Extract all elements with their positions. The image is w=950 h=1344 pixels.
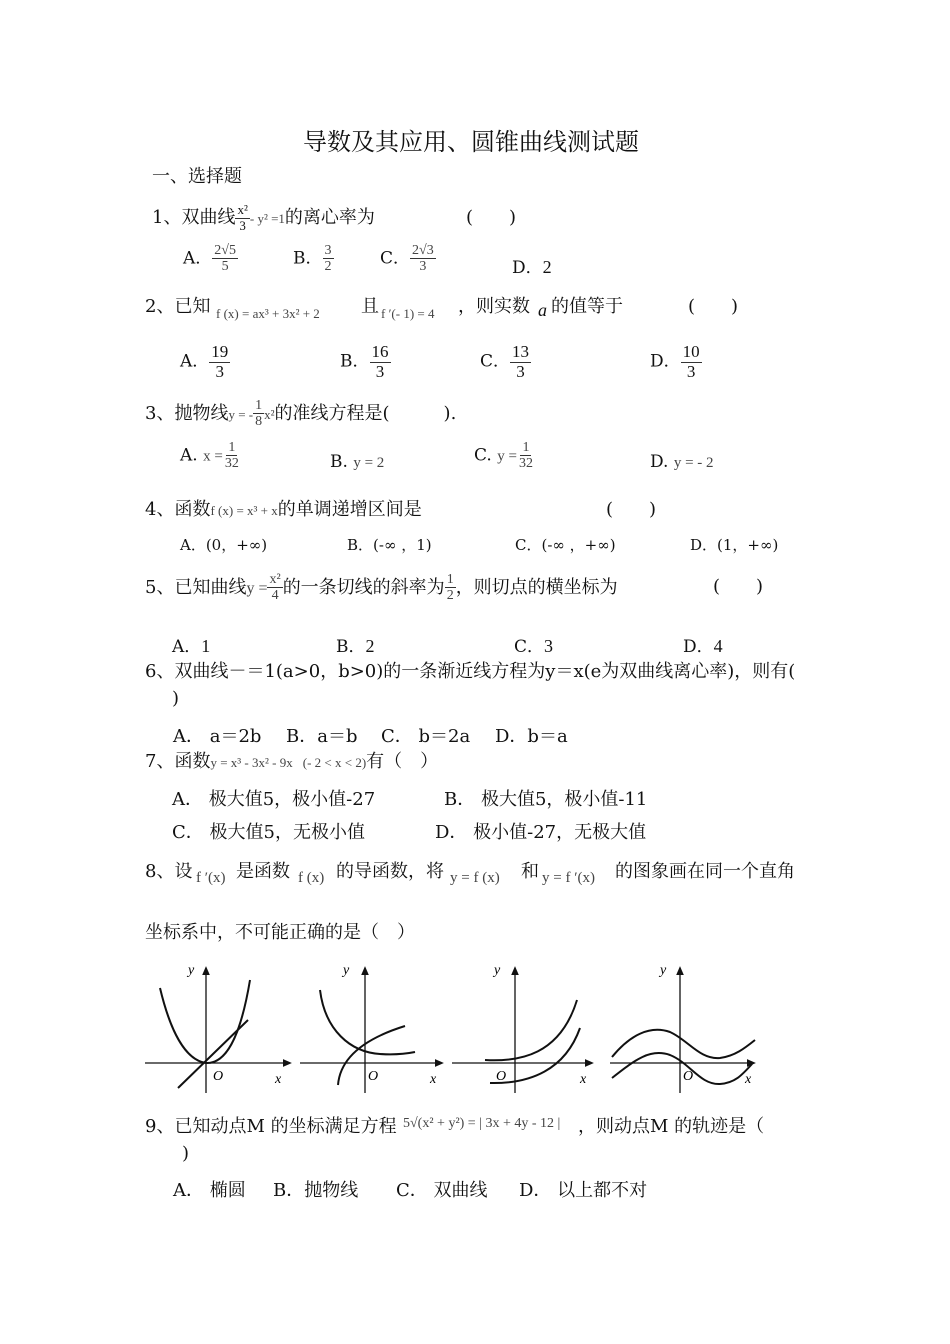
q2-suffix2: 的值等于 xyxy=(551,296,623,317)
q5-c-value: 3 xyxy=(544,636,554,656)
q5-paren: ( ) xyxy=(713,576,764,597)
q2-b-label: B． xyxy=(340,351,370,372)
q5-option-d xyxy=(683,632,723,657)
q5-c-label: C． xyxy=(514,637,545,657)
q9-prefix: 9、已知动点M 的坐标满足方程 xyxy=(145,1116,397,1137)
graph-b-x-label: x xyxy=(430,1072,437,1087)
graph-d-curve-2 xyxy=(612,1053,752,1084)
graph-a-curve xyxy=(160,980,250,1063)
q4-prefix: 4、函数 xyxy=(145,499,211,520)
q1-eq-rest: - y² =1 xyxy=(249,211,285,226)
q5-a-label: A． xyxy=(172,637,202,657)
q5-d-value: 4 xyxy=(713,636,723,656)
question-7 xyxy=(145,747,438,773)
q2-var: a xyxy=(538,300,547,320)
q2-cond: f ′(- 1) = 4 xyxy=(381,306,435,321)
q2-c-den: 3 xyxy=(516,361,525,381)
q4-option-d: D．(1，+∞) xyxy=(690,536,779,554)
q3-option-c xyxy=(474,440,535,472)
q7-option-a: A． 极大值5，极小值-27 xyxy=(172,789,376,810)
q2-option-d xyxy=(650,343,702,381)
q8-f1: f ′(x) xyxy=(196,870,226,886)
q1-option-b xyxy=(293,243,334,275)
q3-option-a xyxy=(180,440,241,472)
q1-d-value: 2 xyxy=(542,257,552,277)
graph-d-curve-1 xyxy=(612,1030,755,1058)
q1-paren: ( ) xyxy=(466,207,517,228)
q2-suffix: ，则实数 xyxy=(458,296,530,317)
q3-b-label: B. xyxy=(330,452,348,472)
q1-prefix: 1、双曲线 xyxy=(152,207,236,228)
q6-option-d: D．b＝a xyxy=(495,726,568,747)
q5-d-label: D． xyxy=(683,637,714,657)
graph-d-y-label: y xyxy=(660,963,667,978)
q8-suffix: 的图象画在同一个直角 xyxy=(615,861,795,882)
q3-a-den: 32 xyxy=(224,456,239,472)
q1-a-num: 2√5 xyxy=(214,243,236,258)
q2-c-label: C． xyxy=(480,351,511,372)
q8-f4: y = f ′(x) xyxy=(542,870,595,886)
q2-b-den: 3 xyxy=(375,361,385,381)
graph-c-x-label: x xyxy=(580,1072,587,1087)
q1-c-num: 2√3 xyxy=(412,243,434,258)
q5-suffix: ，则切点的横坐标为 xyxy=(455,576,618,598)
q4-option-b: B．(-∞ ，1) xyxy=(347,536,432,554)
q4-option-a: A．(0，+∞) xyxy=(180,536,268,554)
q9-line2: ) xyxy=(182,1143,190,1164)
q5-prefix: 5、已知曲线 xyxy=(145,576,247,598)
graph-b-curve-1 xyxy=(320,990,415,1054)
question-1 xyxy=(152,203,375,233)
q1-b-num: 3 xyxy=(324,243,332,258)
graph-a-y-label: y xyxy=(188,963,195,978)
q2-func: f (x) = ax³ + 3x² + 2 xyxy=(216,306,320,321)
q4-suffix: 的单调递增区间是 xyxy=(277,499,422,520)
q2-paren: ( ) xyxy=(688,296,739,317)
q8-mid2: 的导函数，将 xyxy=(336,861,444,882)
graph-d-origin: O xyxy=(683,1069,694,1084)
q9-suffix: ，则动点M 的轨迹是（ xyxy=(578,1116,765,1137)
graph-a-origin: O xyxy=(213,1069,224,1084)
q8-line2: 坐标系中，不可能正确的是（ ） xyxy=(145,922,415,943)
section-heading: 一、选择题 xyxy=(152,166,242,187)
q5-mid: 的一条切线的斜率为 xyxy=(282,576,445,598)
q2-a-den: 3 xyxy=(215,361,225,381)
q1-a-label: A． xyxy=(183,248,213,269)
graph-b-y-label: y xyxy=(343,963,350,978)
q2-a-num: 19 xyxy=(211,342,229,361)
graph-b xyxy=(300,963,440,1093)
q3-suffix: 的准线方程是( ). xyxy=(274,402,457,424)
q3-eq-right: x² xyxy=(264,406,275,422)
page-title: 导数及其应用、圆锥曲线测试题 xyxy=(303,128,639,156)
q7-domain: (- 2 < x < 2) xyxy=(302,755,367,770)
q1-c-den: 3 xyxy=(419,259,427,275)
q3-d-label: D. xyxy=(650,452,669,472)
q2-c-num: 13 xyxy=(512,342,530,361)
q9-option-b: B．抛物线 xyxy=(273,1180,359,1201)
q2-and: 且 xyxy=(361,296,379,317)
q5-slope-num: 1 xyxy=(446,572,454,587)
q6-option-b: B．a＝b xyxy=(286,726,358,747)
q3-a-label: A. xyxy=(180,445,198,466)
q2-option-c xyxy=(480,343,531,381)
q7-option-d: D． 极小值-27，无极大值 xyxy=(435,822,647,843)
q8-f2: f (x) xyxy=(298,870,325,886)
q2-a-label: A． xyxy=(180,351,210,372)
q3-prefix: 3、抛物线 xyxy=(145,402,229,424)
question-4 xyxy=(145,495,422,521)
q2-option-a xyxy=(180,343,230,381)
q3-eq-left: y = - xyxy=(228,406,254,422)
q1-d-label: D． xyxy=(512,258,543,278)
graph-a xyxy=(145,963,288,1093)
q5-b-label: B． xyxy=(336,637,366,657)
q7-prefix: 7、函数 xyxy=(145,751,211,772)
q1-suffix: 的离心率为 xyxy=(284,207,375,228)
q6-line2: ) xyxy=(172,688,180,709)
q8-f3: y = f (x) xyxy=(450,870,500,886)
q5-option-c xyxy=(514,632,553,657)
q3-eq-den: 8 xyxy=(255,414,263,430)
q7-suffix: 有（ ） xyxy=(366,751,439,772)
q9-option-c: C． 双曲线 xyxy=(396,1180,488,1201)
q1-eq-den: 3 xyxy=(239,217,246,233)
q1-eq-num: x² xyxy=(237,202,248,218)
q1-option-a xyxy=(183,243,238,275)
q8-prefix: 8、设 xyxy=(145,861,193,882)
q2-d-den: 3 xyxy=(686,361,696,381)
q9-eq: 5√(x² + y²) = | 3x + 4y - 12 | xyxy=(403,1116,561,1131)
graph-d-x-label: x xyxy=(745,1072,752,1087)
question-5 xyxy=(145,572,618,604)
graph-a-x-label: x xyxy=(275,1072,282,1087)
q9-option-d: D． 以上都不对 xyxy=(519,1180,648,1201)
q3-c-label: C. xyxy=(474,445,492,466)
question-2 xyxy=(145,292,210,318)
q6-option-a: A． a＝2b xyxy=(173,726,262,747)
q7-option-c: C． 极大值5，无极小值 xyxy=(172,822,365,843)
q3-option-d xyxy=(650,452,714,472)
q3-c-num: 1 xyxy=(522,440,530,455)
q3-d-value: y = - 2 xyxy=(673,455,714,471)
q1-a-den: 5 xyxy=(221,259,229,275)
q5-a-value: 1 xyxy=(201,636,211,656)
q1-c-label: C． xyxy=(380,248,411,269)
q7-func: y = x³ - 3x² - 9x xyxy=(210,755,293,770)
q2-option-b xyxy=(340,343,391,381)
q1-option-c xyxy=(380,243,436,275)
q7-option-b: B． 极大值5，极小值-11 xyxy=(444,789,648,810)
q3-eq-num: 1 xyxy=(255,398,263,413)
q5-slope-den: 2 xyxy=(446,588,454,604)
graph-b-origin: O xyxy=(368,1069,379,1084)
graph-c-origin: O xyxy=(496,1069,507,1084)
graph-c-curve-1 xyxy=(485,1000,577,1060)
q3-b-value: y = 2 xyxy=(353,455,385,471)
q5-option-b xyxy=(336,632,375,657)
graph-c-y-label: y xyxy=(494,963,501,978)
q5-eq-den: 4 xyxy=(271,588,279,604)
q1-option-d xyxy=(512,253,552,278)
q2-b-num: 16 xyxy=(371,342,389,361)
q5-option-a xyxy=(172,632,210,657)
q9-option-a: A． 椭圆 xyxy=(173,1180,246,1201)
graph-c xyxy=(452,963,590,1093)
q3-a-num: 1 xyxy=(228,440,236,455)
q3-c-den: 32 xyxy=(518,456,533,472)
q2-d-num: 10 xyxy=(682,342,700,361)
q6-option-c: C． b＝2a xyxy=(381,726,471,747)
q5-b-value: 2 xyxy=(365,636,375,656)
q5-eq-left: y = xyxy=(246,579,268,597)
question-3 xyxy=(145,398,456,430)
graph-d xyxy=(610,963,755,1093)
q6-line1: 6、双曲线－＝1(a>0，b>0)的一条渐近线方程为y＝x(e为双曲线离心率)，则有( xyxy=(145,661,796,682)
q8-graphs xyxy=(140,960,770,1095)
q8-mid1: 是函数 xyxy=(236,861,290,882)
q1-b-den: 2 xyxy=(324,259,332,275)
q8-mid3: 和 xyxy=(521,861,539,882)
q4-paren: ( ) xyxy=(606,499,657,520)
q2-prefix: 2、已知 xyxy=(145,296,211,317)
q3-a-left: x = xyxy=(203,448,223,465)
q3-option-b xyxy=(330,452,384,472)
q4-func: f (x) = x³ + x xyxy=(210,503,278,518)
q3-c-left: y = xyxy=(497,448,517,465)
q1-b-label: B． xyxy=(293,248,323,269)
q4-option-c: C．(-∞ ，+∞) xyxy=(515,536,616,554)
q2-d-label: D． xyxy=(650,351,681,372)
q5-eq-num: x² xyxy=(269,572,281,587)
